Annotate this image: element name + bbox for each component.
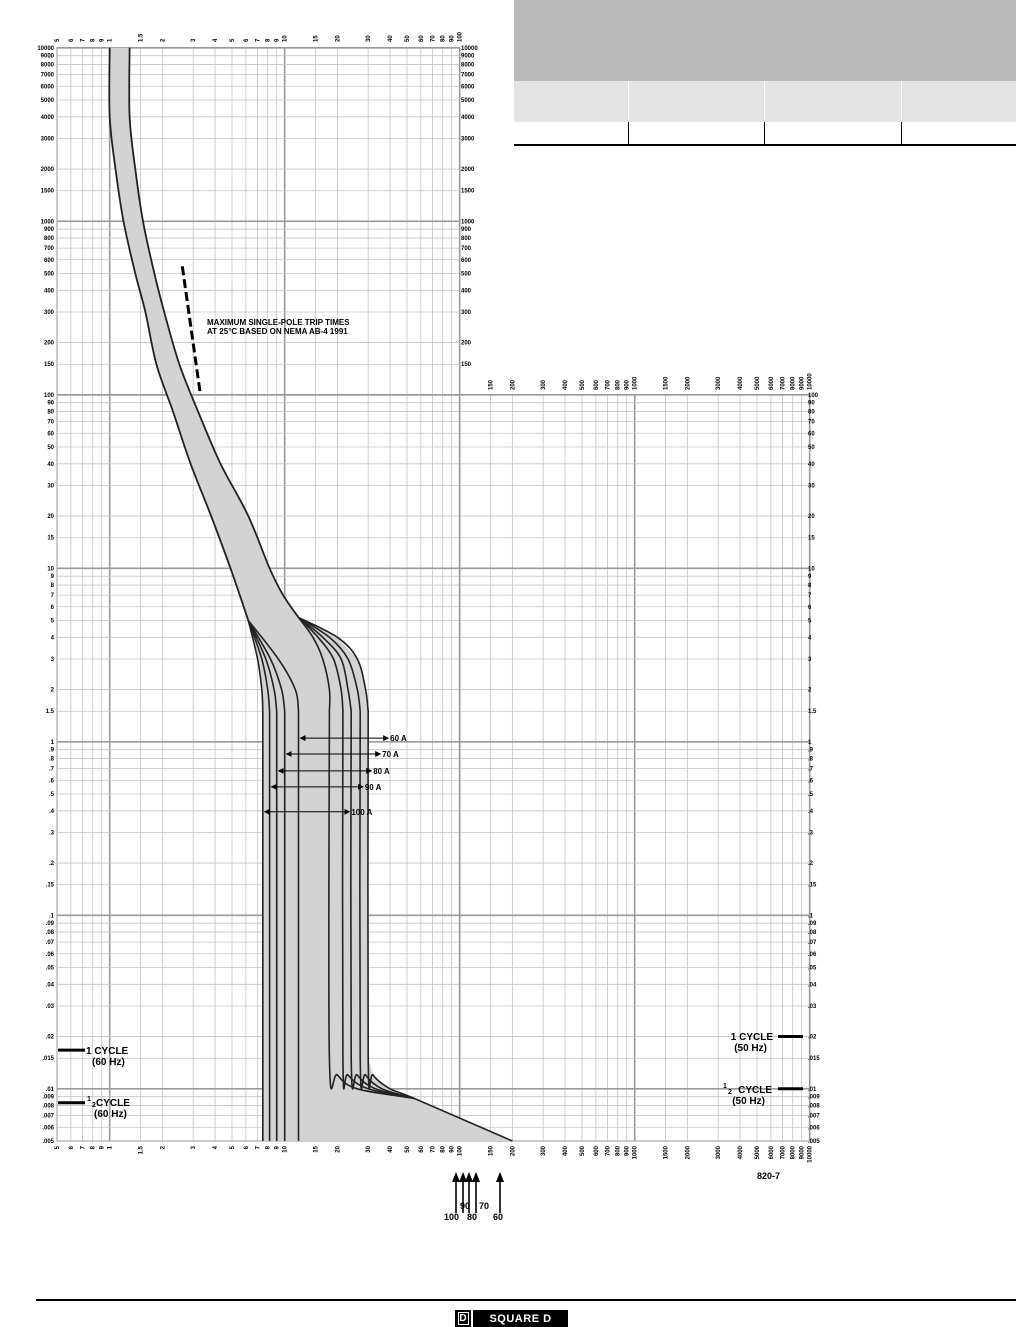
cycle-50hz-half-sub: (50 Hz) — [732, 1096, 765, 1107]
instantaneous-label: 100 — [444, 1212, 460, 1222]
x-tick-label-bottom: 8 — [90, 1146, 97, 1150]
x-tick-label-right-top: 900 — [624, 379, 631, 390]
instantaneous-label: 60 — [493, 1212, 504, 1222]
x-tick-label-top: 5 — [230, 38, 236, 42]
y-tick-label-right: .04 — [808, 982, 817, 989]
y-tick-label-left: 700 — [43, 246, 54, 253]
x-tick-label-right-top: 300 — [541, 379, 548, 390]
x-tick-label-top: 9 — [99, 38, 106, 42]
y-tick-label-left: 10 — [47, 566, 54, 573]
x-tick-label-right-top: 5000 — [755, 376, 761, 390]
y-tick-label-mid: 1500 — [461, 188, 475, 195]
y-tick-label-mid: 900 — [461, 227, 472, 234]
y-tick-label-left: 800 — [43, 236, 54, 243]
y-tick-label-mid: 400 — [461, 288, 472, 295]
instantaneous-arrowhead — [496, 1172, 504, 1182]
y-tick-label-mid: 4000 — [461, 114, 475, 121]
x-tick-label-bottom: 6000 — [768, 1146, 775, 1160]
y-tick-label-left: .005 — [42, 1139, 54, 1145]
y-tick-label-left: 3 — [50, 656, 54, 663]
logo-d-icon: D — [455, 1310, 471, 1327]
y-tick-label-left: 20 — [47, 514, 54, 521]
y-tick-label-right: 20 — [808, 514, 815, 521]
cycle-50hz-half-den: 2 — [728, 1089, 732, 1096]
band-label: 90 A — [364, 782, 382, 792]
y-tick-label-right: .8 — [808, 756, 814, 763]
x-tick-label-top: 9 — [274, 38, 281, 42]
x-tick-label-bottom: 60 — [418, 1146, 425, 1153]
y-tick-label-left: .08 — [45, 930, 54, 937]
nema-dashed-line — [182, 266, 200, 394]
nema-note-line1: MAXIMUM SINGLE-POLE TRIP TIMES — [207, 318, 350, 327]
x-tick-label-right-top: 3000 — [716, 376, 723, 390]
y-tick-label-mid: 5000 — [461, 98, 475, 104]
x-tick-label-top: 60 — [418, 35, 425, 42]
y-tick-label-right: 60 — [808, 431, 815, 438]
y-tick-label-left: .3 — [48, 830, 54, 837]
x-tick-label-bottom: 50 — [405, 1146, 411, 1153]
x-tick-label-bottom: 500 — [580, 1146, 586, 1157]
footer-rule — [36, 1299, 1016, 1301]
y-tick-label-left: 200 — [43, 340, 54, 347]
cycle-60hz-full-sub: (60 Hz) — [92, 1057, 125, 1068]
figure-id: 820-7 — [757, 1171, 781, 1181]
y-tick-label-left: 50 — [47, 445, 54, 451]
x-tick-label-bottom: 2 — [160, 1146, 167, 1150]
x-tick-label-right-top: 1500 — [663, 376, 670, 390]
x-tick-label-bottom: 9000 — [799, 1146, 806, 1160]
x-tick-label-bottom: 5 — [230, 1146, 236, 1150]
y-tick-label-right: .9 — [808, 747, 814, 754]
x-tick-label-right-top: 6000 — [768, 376, 775, 390]
x-tick-label-top: 7 — [255, 38, 262, 42]
y-tick-label-mid: 500 — [461, 271, 472, 278]
x-tick-label-bottom: 4 — [213, 1146, 220, 1150]
x-tick-label-right-top: 800 — [615, 379, 622, 390]
x-tick-label-right-top: 500 — [580, 379, 586, 390]
y-tick-label-left: .015 — [42, 1056, 54, 1063]
y-tick-label-right: 40 — [808, 461, 815, 468]
y-tick-label-left: .4 — [48, 808, 54, 815]
instantaneous-label: 70 — [479, 1201, 490, 1211]
x-tick-label-bottom: 90 — [449, 1146, 456, 1153]
y-tick-label-left: 2000 — [40, 167, 54, 174]
x-tick-label-top: 70 — [430, 35, 437, 42]
y-tick-label-right: 100 — [808, 392, 819, 399]
y-tick-label-right: .5 — [808, 792, 814, 798]
x-tick-label-right-top: 4000 — [738, 376, 745, 390]
y-tick-label-left: .01 — [45, 1086, 54, 1093]
band-label: 60 A — [390, 734, 407, 744]
y-tick-label-right: 30 — [808, 483, 815, 490]
cycle-50hz-half-label: CYCLE — [738, 1085, 772, 1096]
instantaneous-label: 80 — [467, 1212, 478, 1222]
x-tick-label-bottom: 1000 — [632, 1146, 639, 1160]
x-tick-label-bottom: 9 — [99, 1146, 106, 1150]
y-tick-label-mid: 6000 — [461, 84, 475, 91]
x-tick-label-top: 4 — [213, 38, 220, 42]
y-tick-label-left: 1 — [50, 739, 54, 746]
y-tick-label-left: 4000 — [40, 114, 54, 121]
y-tick-label-right: .1 — [808, 913, 814, 920]
x-tick-label-right-top: 2000 — [685, 376, 692, 390]
y-tick-label-right: .01 — [808, 1086, 817, 1093]
y-tick-label-left: 15 — [47, 535, 54, 542]
y-tick-label-left: 5000 — [40, 98, 54, 104]
y-tick-label-left: 30 — [47, 483, 54, 490]
y-tick-label-left: 6 — [50, 604, 54, 611]
logo-wordmark: SQUARE D — [473, 1310, 568, 1327]
y-tick-label-right: 1 — [808, 739, 812, 746]
x-tick-label-top: 90 — [449, 35, 456, 42]
y-tick-label-right: .15 — [808, 882, 817, 889]
y-tick-label-left: .7 — [48, 766, 54, 773]
nema-note-line2: AT 25°C BASED ON NEMA AB-4 1991 — [207, 327, 348, 336]
x-tick-label-bottom: 8000 — [790, 1146, 797, 1160]
y-tick-label-right: 7 — [808, 593, 812, 600]
x-tick-label-bottom: 20 — [335, 1146, 342, 1153]
cycle-50hz-full-label: 1 CYCLE — [730, 1032, 773, 1043]
y-tick-label-left: 1000 — [40, 219, 54, 226]
x-tick-label-bottom: 10 — [282, 1146, 289, 1153]
series-low-curve-100A — [248, 621, 262, 1142]
x-tick-label-right-top: 7000 — [780, 376, 787, 390]
y-tick-label-left: 3000 — [40, 136, 54, 143]
x-tick-label-bottom: 7000 — [780, 1146, 787, 1160]
y-tick-label-right: 50 — [808, 445, 815, 451]
y-tick-label-left: .15 — [45, 882, 54, 889]
x-tick-label-bottom: 9 — [274, 1146, 281, 1150]
y-tick-label-right: .02 — [808, 1034, 817, 1041]
x-tick-label-bottom: 300 — [541, 1146, 548, 1157]
y-tick-label-left: .8 — [48, 756, 54, 763]
x-tick-label-bottom: 30 — [366, 1146, 373, 1153]
x-tick-label-top: 1 — [107, 38, 114, 42]
instantaneous-arrowhead — [465, 1172, 473, 1182]
y-tick-label-left: 400 — [43, 288, 54, 295]
y-tick-label-right: 3 — [808, 656, 812, 663]
y-tick-label-right: .7 — [808, 766, 814, 773]
x-tick-label-right-top: 400 — [563, 379, 570, 390]
y-tick-label-right: 90 — [808, 400, 815, 407]
y-tick-label-right: .08 — [808, 930, 817, 937]
x-tick-label-top: 15 — [313, 35, 320, 42]
y-tick-label-right: .3 — [808, 830, 814, 837]
y-tick-label-right: .06 — [808, 951, 817, 958]
x-tick-label-right-top: 9000 — [799, 376, 806, 390]
x-tick-label-bottom: 5 — [55, 1146, 61, 1150]
x-tick-label-top: 3 — [191, 38, 198, 42]
y-tick-label-mid: 800 — [461, 236, 472, 243]
y-tick-label-right: 2 — [808, 687, 812, 694]
y-tick-label-left: .09 — [45, 921, 54, 928]
x-tick-label-bottom: 400 — [563, 1146, 570, 1157]
x-tick-label-bottom: 8 — [265, 1146, 272, 1150]
y-tick-label-left: 1.5 — [45, 709, 54, 716]
x-tick-label-top: 80 — [440, 35, 447, 42]
x-tick-label-bottom: 10000 — [807, 1146, 814, 1163]
y-tick-label-mid: 600 — [461, 257, 472, 264]
y-tick-label-left: .006 — [42, 1125, 54, 1132]
band-label: 70 A — [382, 750, 399, 760]
cycle-60hz-full-label: 1 CYCLE — [86, 1046, 129, 1057]
y-tick-label-mid: 7000 — [461, 72, 475, 79]
y-tick-label-right: .07 — [808, 940, 817, 947]
y-tick-label-left: 8000 — [40, 62, 54, 69]
band-label: 80 A — [373, 766, 390, 776]
y-tick-label-left: 60 — [47, 431, 54, 438]
instantaneous-label: 90 — [460, 1201, 471, 1211]
y-tick-label-right: .015 — [808, 1056, 820, 1063]
y-tick-label-mid: 200 — [461, 340, 472, 347]
y-tick-label-left: .04 — [45, 982, 54, 989]
y-tick-label-left: 7 — [50, 593, 54, 600]
y-tick-label-left: .2 — [48, 861, 54, 868]
x-tick-label-bottom: 4000 — [738, 1146, 745, 1160]
y-tick-label-left: .007 — [42, 1113, 54, 1120]
x-tick-label-top: 8 — [90, 38, 97, 42]
y-tick-label-right: 8 — [808, 583, 812, 590]
x-tick-label-bottom: 600 — [593, 1146, 600, 1157]
y-tick-label-left: 2 — [50, 687, 54, 694]
instantaneous-arrowhead — [452, 1172, 460, 1182]
cycle-50hz-half-num: 1 — [723, 1083, 727, 1090]
x-tick-label-bottom: 5000 — [755, 1146, 761, 1160]
x-tick-label-right-top: 700 — [605, 379, 612, 390]
x-tick-label-top: 5 — [55, 38, 61, 42]
x-tick-label-bottom: 200 — [510, 1146, 517, 1157]
x-tick-label-bottom: 80 — [440, 1146, 447, 1153]
y-tick-label-left: 1500 — [40, 188, 54, 195]
x-tick-label-bottom: 7 — [80, 1146, 87, 1150]
y-tick-label-left: 5 — [50, 618, 54, 625]
y-tick-label-left: 10000 — [37, 45, 54, 52]
y-tick-label-left: 500 — [43, 271, 54, 278]
y-tick-label-mid: 3000 — [461, 136, 475, 143]
y-tick-label-left: 7000 — [40, 72, 54, 79]
y-tick-label-left: 40 — [47, 461, 54, 468]
y-tick-label-left: .5 — [48, 792, 54, 798]
y-tick-label-left: 100 — [43, 392, 54, 399]
y-tick-label-right: .6 — [808, 778, 814, 785]
x-tick-label-top: 6 — [243, 38, 250, 42]
y-tick-label-left: 6000 — [40, 84, 54, 91]
x-tick-label-top: 40 — [388, 35, 395, 42]
y-tick-label-right: 80 — [808, 409, 815, 416]
y-tick-label-left: .9 — [48, 747, 54, 754]
x-tick-label-right-top: 150 — [488, 379, 495, 390]
x-tick-label-bottom: 900 — [624, 1146, 631, 1157]
cycle-60hz-half-num: 1 — [87, 1096, 91, 1103]
x-tick-label-right-top: 8000 — [790, 376, 797, 390]
y-tick-label-left: 4 — [50, 635, 54, 642]
y-tick-label-mid: 9000 — [461, 53, 475, 60]
x-tick-label-bottom: 7 — [255, 1146, 262, 1150]
x-tick-label-bottom: 3000 — [716, 1146, 723, 1160]
y-tick-label-left: .008 — [42, 1103, 54, 1110]
y-tick-label-mid: 150 — [461, 362, 472, 369]
y-tick-label-left: 900 — [43, 227, 54, 234]
y-tick-label-left: .02 — [45, 1034, 54, 1041]
y-tick-label-left: .1 — [48, 913, 54, 920]
y-tick-label-left: 600 — [43, 257, 54, 264]
x-tick-label-top: 8 — [265, 38, 272, 42]
x-tick-label-bottom: 6 — [243, 1146, 250, 1150]
y-tick-label-left: 8 — [50, 583, 54, 590]
y-tick-label-left: .6 — [48, 778, 54, 785]
y-tick-label-mid: 300 — [461, 309, 472, 316]
x-tick-label-bottom: 700 — [605, 1146, 612, 1157]
square-d-logo — [455, 1310, 568, 1327]
y-tick-label-right: 6 — [808, 604, 812, 611]
y-tick-label-mid: 2000 — [461, 167, 475, 174]
y-tick-label-right: 5 — [808, 618, 812, 625]
y-tick-label-left: 150 — [43, 362, 54, 369]
y-tick-label-right: .008 — [808, 1103, 820, 1110]
y-tick-label-right: .005 — [808, 1139, 820, 1145]
y-tick-label-mid: 700 — [461, 246, 472, 253]
y-tick-label-right: .2 — [808, 861, 814, 868]
x-tick-label-top: 30 — [366, 35, 373, 42]
x-tick-label-bottom: 1 — [107, 1146, 114, 1150]
y-tick-label-right: .05 — [808, 965, 817, 972]
y-tick-label-left: 70 — [47, 419, 54, 426]
x-tick-label-bottom: 100 — [457, 1146, 464, 1157]
x-tick-label-bottom: 150 — [488, 1146, 495, 1157]
y-tick-label-right: .09 — [808, 921, 817, 928]
x-tick-label-top: 2 — [160, 38, 167, 42]
y-tick-label-left: .06 — [45, 951, 54, 958]
y-tick-label-right: 15 — [808, 535, 815, 542]
x-tick-label-top: 50 — [405, 35, 411, 42]
instantaneous-arrowhead — [472, 1172, 480, 1182]
y-tick-label-right: 70 — [808, 419, 815, 426]
y-tick-label-left: 9000 — [40, 53, 54, 60]
y-tick-label-mid: 1000 — [461, 219, 475, 226]
y-tick-label-right: 10 — [808, 566, 815, 573]
x-tick-label-right-top: 1000 — [632, 376, 639, 390]
x-tick-label-bottom: 70 — [430, 1146, 437, 1153]
y-tick-label-right: .007 — [808, 1113, 820, 1120]
x-tick-label-bottom: 800 — [615, 1146, 622, 1157]
y-tick-label-left: 300 — [43, 309, 54, 316]
y-tick-label-mid: 10000 — [461, 45, 478, 52]
x-tick-label-bottom: 1.5 — [138, 1146, 145, 1155]
cycle-60hz-half-label: CYCLE — [96, 1098, 130, 1109]
x-tick-label-top: 6 — [68, 38, 75, 42]
cycle-50hz-full-sub: (50 Hz) — [734, 1043, 767, 1054]
plot-frame — [57, 395, 460, 1141]
y-tick-label-right: 9 — [808, 574, 812, 581]
y-tick-label-right: .006 — [808, 1125, 820, 1132]
y-tick-label-left: .009 — [42, 1094, 54, 1101]
x-tick-label-top: 7 — [80, 38, 87, 42]
y-tick-label-right: .009 — [808, 1094, 820, 1101]
y-tick-label-left: .03 — [45, 1003, 54, 1010]
cycle-60hz-half-sub: (60 Hz) — [94, 1109, 127, 1120]
x-tick-label-bottom: 40 — [388, 1146, 395, 1153]
y-tick-label-right: .03 — [808, 1003, 817, 1010]
y-tick-label-right: 4 — [808, 635, 812, 642]
x-tick-label-bottom: 15 — [313, 1146, 320, 1153]
x-tick-label-top: 20 — [335, 35, 342, 42]
band-label: 100 A — [351, 807, 373, 817]
y-tick-label-right: .4 — [808, 808, 814, 815]
y-tick-label-left: 90 — [47, 400, 54, 407]
x-tick-label-bottom: 3 — [191, 1146, 198, 1150]
x-tick-label-bottom: 1500 — [663, 1146, 670, 1160]
x-tick-label-bottom: 6 — [68, 1146, 75, 1150]
y-tick-label-left: .07 — [45, 940, 54, 947]
y-tick-label-left: .05 — [45, 965, 54, 972]
x-tick-label-top: 100 — [457, 31, 464, 42]
x-tick-label-bottom: 2000 — [685, 1146, 692, 1160]
x-tick-label-right-top: 200 — [510, 379, 517, 390]
x-tick-label-right-top: 10000 — [807, 373, 814, 390]
cycle-60hz-half-den: 2 — [92, 1102, 96, 1109]
y-tick-label-left: 80 — [47, 409, 54, 416]
x-tick-label-top: 1.5 — [138, 33, 145, 42]
y-tick-label-right: 1.5 — [808, 709, 817, 716]
y-tick-label-left: 9 — [50, 574, 54, 581]
x-tick-label-top: 10 — [282, 35, 289, 42]
x-tick-label-right-top: 600 — [593, 379, 600, 390]
y-tick-label-mid: 8000 — [461, 62, 475, 69]
